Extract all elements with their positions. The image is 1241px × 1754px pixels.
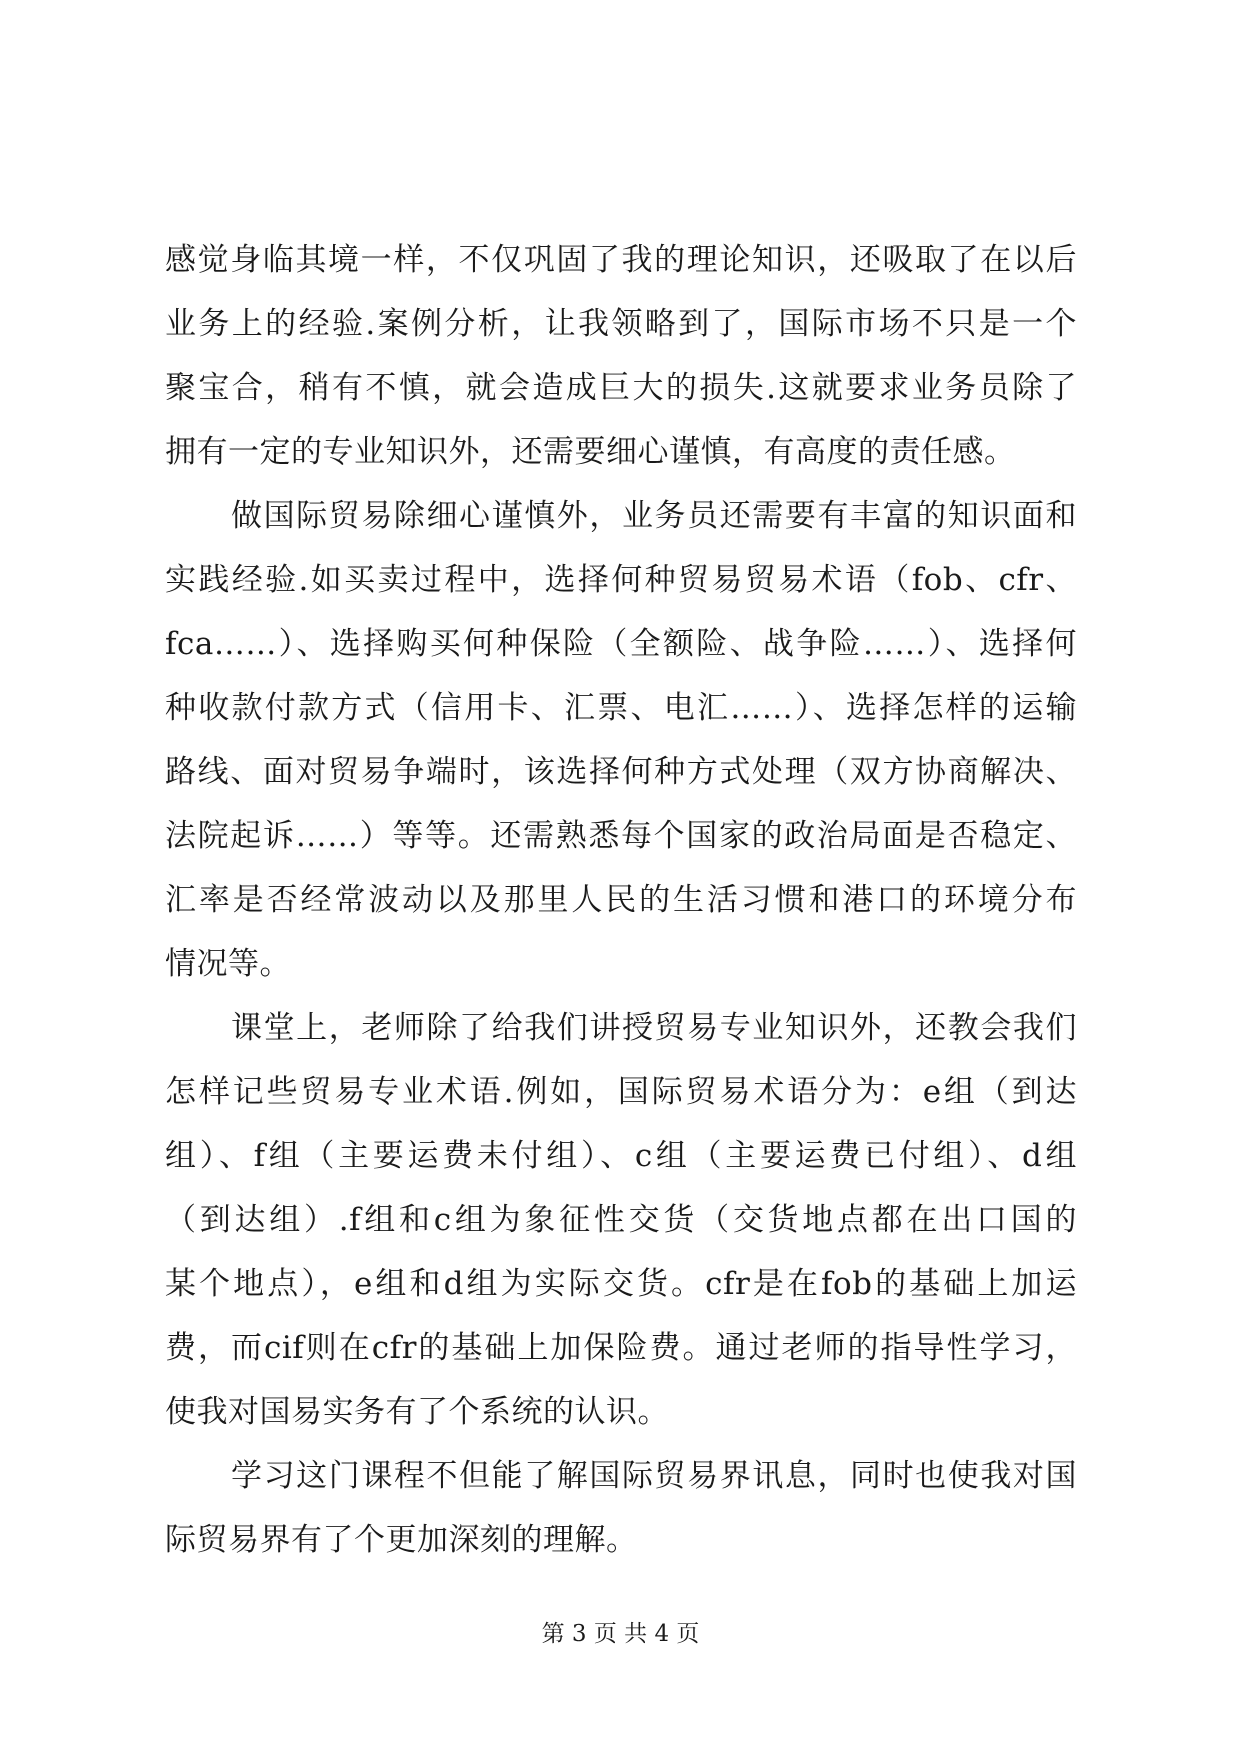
paragraph-3 [165,996,1077,1444]
paragraph-1 [165,228,1077,484]
text-line: 聚宝合，稍有不慎，就会造成巨大的损失.这就要求业务员除了 [165,370,1077,406]
text-line: 感觉身临其境一样，不仅巩固了我的理论知识，还吸取了在以后 [165,242,1077,278]
text-line: 法院起诉……）等等。还需熟悉每个国家的政治局面是否稳定、 [165,818,1077,854]
text-line: 汇率是否经常波动以及那里人民的生活习惯和港口的环境分布 [165,882,1077,918]
text-line: 做国际贸易除细心谨慎外，业务员还需要有丰富的知识面和 [231,498,1077,534]
text-line: 费，而cif则在cfr的基础上加保险费。通过老师的指导性学习， [165,1330,1077,1366]
text-line: 怎样记些贸易专业术语.例如，国际贸易术语分为：e组（到达 [165,1074,1077,1110]
text-line: 实践经验.如买卖过程中，选择何种贸易贸易术语（fob、cfr、 [165,562,1077,598]
text-line: 情况等。 [165,946,291,982]
text-line: 使我对国易实务有了个系统的认识。 [165,1394,669,1430]
text-line: 组）、f组（主要运费未付组）、c组（主要运费已付组）、d组 [165,1138,1077,1174]
paragraph-4 [165,1444,1077,1572]
page-number-footer: 第 3 页 共 4 页 [541,1621,700,1647]
text-line: 拥有一定的专业知识外，还需要细心谨慎，有高度的责任感。 [165,434,1016,470]
text-line: 业务上的经验.案例分析，让我领略到了，国际市场不只是一个 [165,306,1077,342]
text-line: 学习这门课程不但能了解国际贸易界讯息，同时也使我对国 [231,1458,1077,1494]
paragraph-2 [165,484,1077,996]
text-line: fca……）、选择购买何种保险（全额险、战争险……）、选择何 [165,626,1077,662]
text-line: （到达组）.f组和c组为象征性交货（交货地点都在出口国的 [165,1202,1077,1238]
text-line: 种收款付款方式（信用卡、汇票、电汇……）、选择怎样的运输 [165,690,1077,726]
text-line: 课堂上，老师除了给我们讲授贸易专业知识外，还教会我们 [231,1010,1077,1046]
text-line: 某个地点），e组和d组为实际交货。cfr是在fob的基础上加运 [165,1266,1077,1302]
document-body [165,228,1077,1572]
text-line: 路线、面对贸易争端时，该选择何种方式处理（双方协商解决、 [165,754,1077,790]
text-line: 际贸易界有了个更加深刻的理解。 [165,1522,638,1558]
